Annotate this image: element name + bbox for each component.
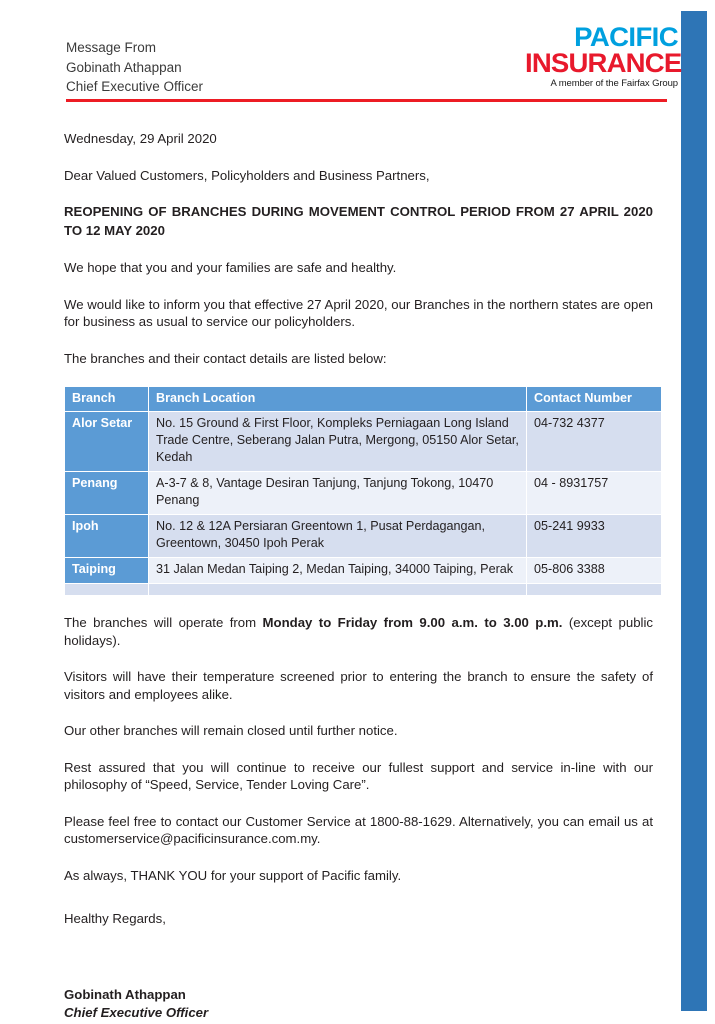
salutation: Dear Valued Customers, Policyholders and Business Partners, [64,167,430,183]
column-header-branch-location: Branch Location [149,387,527,412]
sender-title: Chief Executive Officer [66,79,204,94]
logo-word-pacific: PACIFIC [574,22,678,52]
cell-spacer [527,584,662,596]
table-row [65,412,662,472]
paragraph-philosophy: Rest assured that you will continue to receive our fullest support and service in-line with our philosophy of “Speed, Service, Tender Loving Care”. [64,759,653,792]
paragraph-other-branches-closed: Our other branches will remain closed until further notice. [64,723,398,738]
column-header-branch: Branch [65,387,149,412]
header-red-divider [66,99,667,102]
branch-contact-table [64,386,662,596]
cell-contact: 04-732 4377 [527,412,662,472]
letter-date: Wednesday, 29 April 2020 [64,131,217,146]
cell-branch: Ipoh [65,515,149,558]
cell-contact: 05-806 3388 [527,558,662,584]
table-row [65,515,662,558]
operating-hours-pre: The branches will operate from [64,615,263,630]
cell-contact: 04 - 8931757 [527,472,662,515]
operating-hours-bold: Monday to Friday from 9.00 a.m. to 3.00 p.m. [262,615,563,630]
logo-tagline: A member of the Fairfax Group [550,78,678,89]
cell-location: A-3-7 & 8, Vantage Desiran Tanjung, Tanjung Tokong, 10470 Penang [149,472,527,515]
cell-location: 31 Jalan Medan Taiping 2, Medan Taiping, 34000 Taiping, Perak [149,558,527,584]
table-row [65,558,662,584]
letter-subject-heading: REOPENING OF BRANCHES DURING MOVEMENT CONTROL PERIOD FROM 27 APRIL 2020 TO 12 MAY 2020 [64,204,653,238]
paragraph-operating-hours [64,614,653,649]
column-header-contact-number: Contact Number [527,387,662,412]
logo-word-insurance: INSURANCE [525,48,682,78]
table-row [65,472,662,515]
table-header-row [65,387,662,412]
message-from-block [66,38,203,97]
table-footer-strip [65,584,662,596]
closing-regards: Healthy Regards, [64,911,166,926]
paragraph-table-intro: The branches and their contact details are listed below: [64,350,387,366]
cell-spacer [149,584,527,596]
pacific-insurance-logo [525,22,682,91]
cell-branch: Penang [65,472,149,515]
paragraph-customer-service: Please feel free to contact our Customer Service at 1800-88-1629. Alternatively, you can email us at customerservice@pacificinsurance.com.my. [64,813,653,846]
signatory-name: Gobinath Athappan [64,986,186,1002]
cell-spacer [65,584,149,596]
cell-branch: Taiping [65,558,149,584]
signature-block [64,910,653,1022]
cell-location: No. 15 Ground & First Floor, Kompleks Perniagaan Long Island Trade Centre, Seberang Jalan Putra, Mergong, 05150 Alor Setar, Kedah [149,412,527,472]
cell-location: No. 12 & 12A Persiaran Greentown 1, Pusat Perdagangan, Greentown, 30450 Ipoh Perak [149,515,527,558]
paragraph-reopening-notice: We would like to inform you that effective 27 April 2020, our Branches in the northern states are open for business as usual to service our policyholders. [64,296,653,329]
cell-branch: Alor Setar [65,412,149,472]
message-from-label: Message From [66,40,157,55]
sender-name: Gobinath Athappan [66,59,182,75]
paragraph-thanks: As always, THANK YOU for your support of Pacific family. [64,867,402,883]
paragraph-temperature-screening: Visitors will have their temperature screened prior to entering the branch to ensure the safety of visitors and employees alike. [64,669,653,702]
letterhead [0,0,681,100]
operating-hours-post: (except public holidays). [64,615,653,648]
right-accent-bar [681,11,707,1011]
paragraph-wellbeing: We hope that you and your families are safe and healthy. [64,260,397,275]
signatory-title: Chief Executive Officer [64,1004,209,1020]
letter-body [64,130,653,1022]
cell-contact: 05-241 9933 [527,515,662,558]
